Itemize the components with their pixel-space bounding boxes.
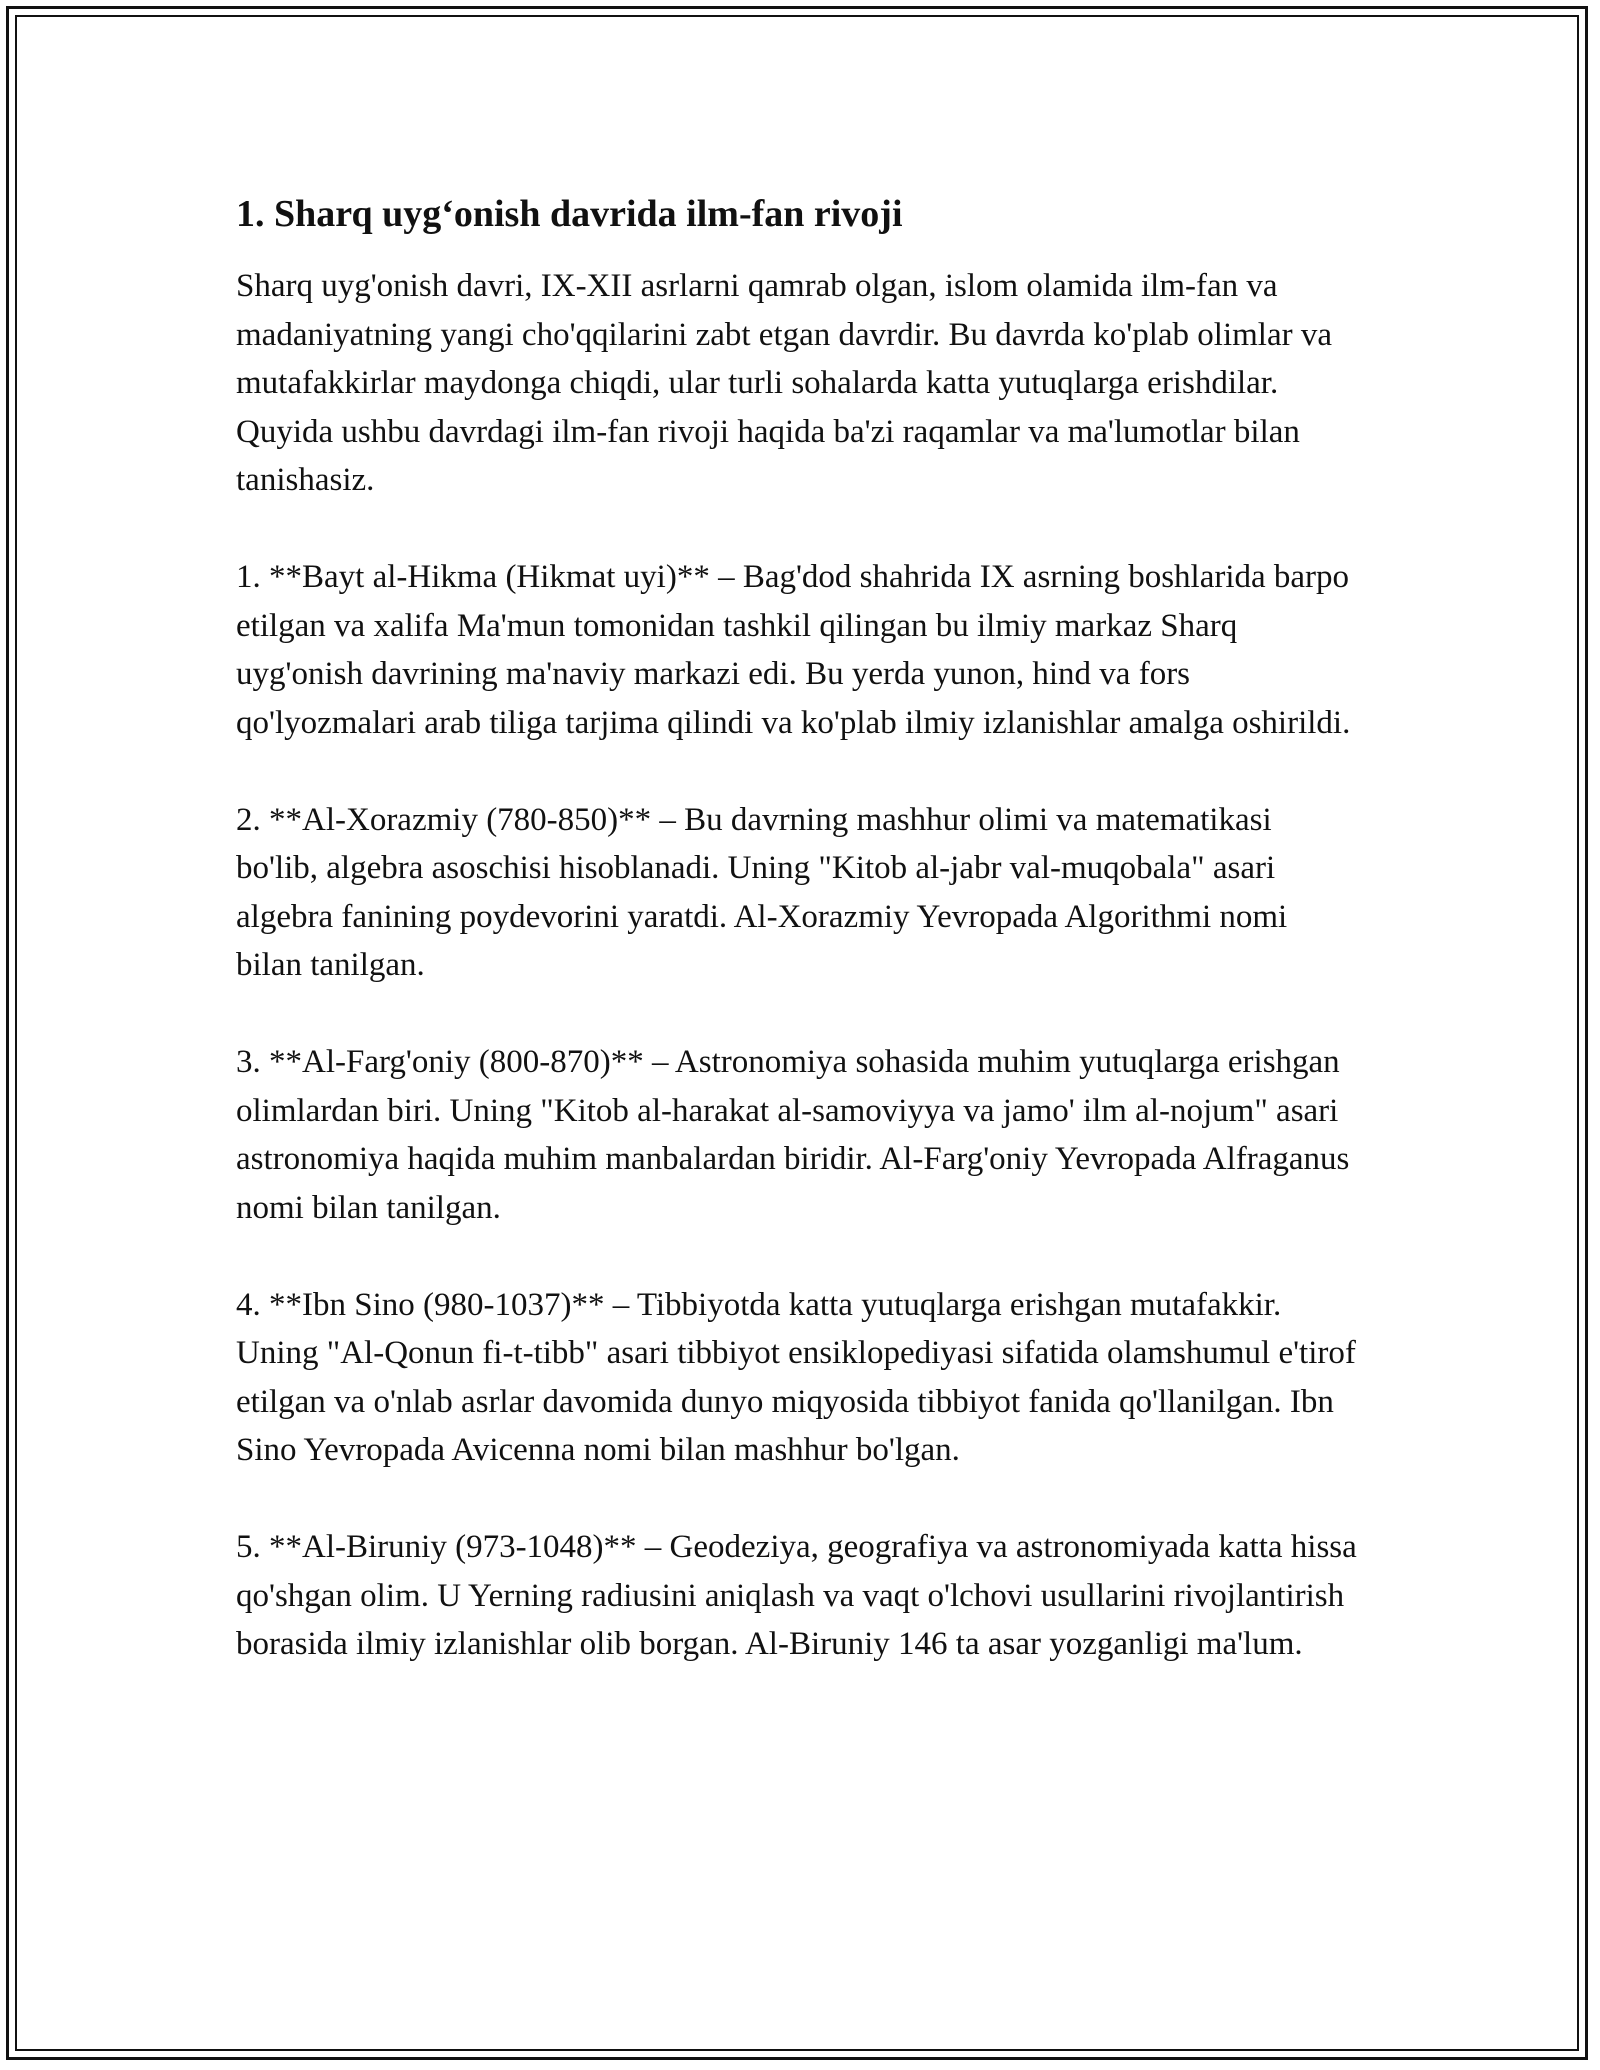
- document-title: 1. Sharq uyg‘onish davrida ilm-fan rivoji: [236, 193, 903, 235]
- list-item-al-biruniy: 5. **Al-Biruniy (973-1048)** – Geodeziya, geografiya va astronomiyada katta hissa qo'shgan olim. U Yerning radiusini aniqlash va vaqt o'lchovi usullarini rivojlantirish borasida ilmiy izlanishlar olib borgan. Al-Biruniy 146 ta asar yozganligi ma'lum.: [236, 1529, 1357, 1662]
- list-item-bayt-al-hikma: 1. **Bayt al-Hikma (Hikmat uyi)** – Bag'dod shahrida IX asrning boshlarida barpo etilgan va xalifa Ma'mun tomonidan tashkil qilingan bu ilmiy markaz Sharq uyg'onish davrining ma'naviy markazi edi. Bu yerda yunon, hind va fors qo'lyozmalari arab tiliga tarjima qilindi va ko'plab ilmiy izlanishlar amalga oshirildi.: [236, 559, 1351, 741]
- list-item-al-xorazmiy: 2. **Al-Xorazmiy (780-850)** – Bu davrning mashhur olimi va matematikasi bo'lib, algebra asoschisi hisoblanadi. Uning "Kitob al-jabr val-muqobala" asari algebra fanining poydevorini yaratdi. Al-Xorazmiy Yevropada Algorithmi nomi bilan tanilgan.: [236, 801, 1288, 983]
- list-item-al-fargoniy: 3. **Al-Farg'oniy (800-870)** – Astronomiya sohasida muhim yutuqlarga erishgan olimlardan biri. Uning "Kitob al-harakat al-samoviyya va jamo' ilm al-nojum" asari astronomiya haqida muhim manbalardan biridir. Al-Farg'oniy Yevropada Alfraganus nomi bilan tanilgan.: [236, 1044, 1350, 1226]
- list-item-ibn-sino: 4. **Ibn Sino (980-1037)** – Tibbiyotda katta yutuqlarga erishgan mutafakkir. Uning "Al-Qonun fi-t-tibb" asari tibbiyot ensiklopediyasi sifatida olamshumul e'tirof etilgan va o'nlab asrlar davomida dunyo miqyosida tibbiyot fanida qo'llanilgan. Ibn Sino Yevropada Avicenna nomi bilan mashhur bo'lgan.: [236, 1286, 1356, 1468]
- document-body: [236, 190, 1361, 1717]
- intro-paragraph: Sharq uyg'onish davri, IX-XII asrlarni qamrab olgan, islom olamida ilm-fan va madaniyatning yangi cho'qqilarini zabt etgan davrdir. Bu davrda ko'plab olimlar va mutafakkirlar maydonga chiqdi, ular turli sohalarda katta yutuqlarga erishdilar. Quyida ushbu davrdagi ilm-fan rivoji haqida ba'zi raqamlar va ma'lumotlar bilan tanishasiz.: [236, 268, 1332, 498]
